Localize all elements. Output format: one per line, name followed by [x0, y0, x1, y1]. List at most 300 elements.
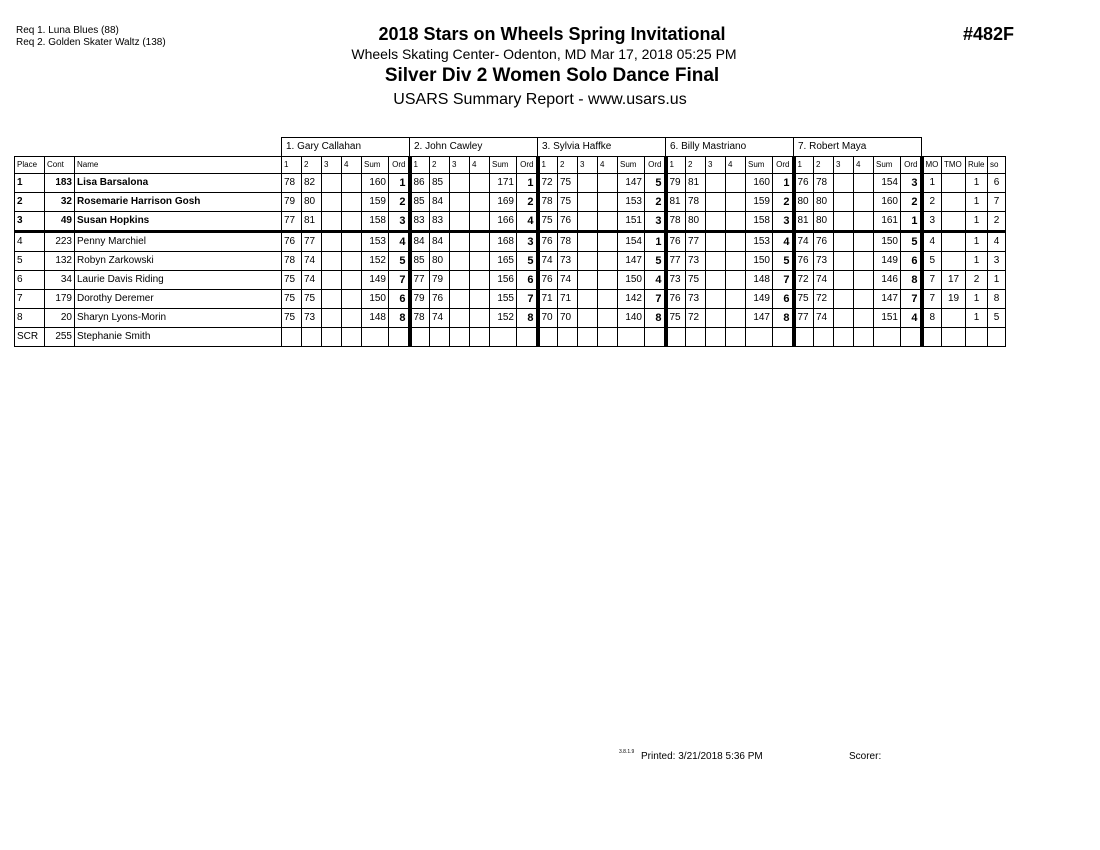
tmo-cell — [942, 231, 966, 251]
score-3-cell — [578, 211, 598, 231]
printed-timestamp: Printed: 3/21/2018 5:36 PM — [641, 751, 763, 762]
score-2-cell: 73 — [686, 289, 706, 308]
judge-1-col-2: 2 — [302, 156, 322, 173]
score-4-cell — [470, 251, 490, 270]
score-3-cell — [578, 270, 598, 289]
score-4-cell — [854, 308, 874, 327]
score-4-cell — [854, 327, 874, 346]
score-1-cell — [666, 327, 686, 346]
sum-cell: 149 — [746, 289, 773, 308]
score-3-cell — [450, 192, 470, 211]
sum-cell: 155 — [490, 289, 517, 308]
score-2-cell: 78 — [686, 192, 706, 211]
score-3-cell — [322, 289, 342, 308]
score-3-cell — [322, 327, 342, 346]
score-3-cell — [450, 231, 470, 251]
sum-cell — [746, 327, 773, 346]
score-1-cell: 77 — [410, 270, 430, 289]
score-1-cell: 79 — [282, 192, 302, 211]
mo-cell: 7 — [922, 289, 942, 308]
rule-cell: 1 — [966, 308, 988, 327]
sum-cell: 153 — [746, 231, 773, 251]
name-cell: Stephanie Smith — [75, 327, 282, 346]
table-row — [15, 308, 1006, 327]
scorer-label: Scorer: — [849, 751, 882, 762]
judge-1-col-sum: Sum — [362, 156, 389, 173]
ord-cell: 5 — [389, 251, 410, 270]
score-3-cell — [578, 231, 598, 251]
judge-name-1: 1. Gary Callahan — [282, 138, 410, 157]
score-3-cell — [322, 308, 342, 327]
ord-cell: 3 — [645, 211, 666, 231]
score-4-cell — [854, 270, 874, 289]
score-1-cell: 86 — [410, 173, 430, 192]
sum-cell: 153 — [618, 192, 645, 211]
score-3-cell — [322, 192, 342, 211]
cont-cell: 255 — [45, 327, 75, 346]
score-2-cell: 73 — [558, 251, 578, 270]
score-1-cell: 76 — [666, 231, 686, 251]
score-4-cell — [470, 289, 490, 308]
score-4-cell — [342, 270, 362, 289]
score-1-cell: 75 — [282, 308, 302, 327]
score-2-cell: 77 — [302, 231, 322, 251]
mo-cell: 2 — [922, 192, 942, 211]
sum-cell: 171 — [490, 173, 517, 192]
so-cell: 3 — [988, 251, 1006, 270]
table-row — [15, 192, 1006, 211]
score-2-cell: 71 — [558, 289, 578, 308]
score-2-cell: 74 — [814, 308, 834, 327]
score-2-cell: 82 — [302, 173, 322, 192]
judge-3-col-ord: Ord — [645, 156, 666, 173]
judge-5-col-1: 1 — [794, 156, 814, 173]
score-2-cell: 80 — [686, 211, 706, 231]
ord-cell: 1 — [773, 173, 794, 192]
score-1-cell: 77 — [666, 251, 686, 270]
sum-cell: 149 — [874, 251, 901, 270]
score-2-cell: 72 — [686, 308, 706, 327]
sum-cell: 153 — [362, 231, 389, 251]
score-4-cell — [726, 327, 746, 346]
score-1-cell: 76 — [538, 231, 558, 251]
score-1-cell: 77 — [794, 308, 814, 327]
mo-cell: 7 — [922, 270, 942, 289]
score-2-cell: 77 — [686, 231, 706, 251]
sum-cell: 159 — [746, 192, 773, 211]
ord-cell: 8 — [773, 308, 794, 327]
score-2-cell: 74 — [814, 270, 834, 289]
score-1-cell: 84 — [410, 231, 430, 251]
score-3-cell — [834, 289, 854, 308]
score-2-cell: 79 — [430, 270, 450, 289]
ord-cell: 6 — [773, 289, 794, 308]
judge-1-col-ord: Ord — [389, 156, 410, 173]
score-1-cell: 75 — [538, 211, 558, 231]
so-cell: 4 — [988, 231, 1006, 251]
score-4-cell — [342, 289, 362, 308]
ord-cell: 8 — [901, 270, 922, 289]
score-2-cell: 76 — [814, 231, 834, 251]
sum-cell: 166 — [490, 211, 517, 231]
score-2-cell: 70 — [558, 308, 578, 327]
sum-cell: 150 — [618, 270, 645, 289]
so-cell: 8 — [988, 289, 1006, 308]
cont-cell: 49 — [45, 211, 75, 231]
score-4-cell — [726, 231, 746, 251]
cont-cell: 223 — [45, 231, 75, 251]
sum-cell: 154 — [874, 173, 901, 192]
score-3-cell — [578, 327, 598, 346]
judge-4-col-2: 2 — [686, 156, 706, 173]
score-3-cell — [322, 173, 342, 192]
score-1-cell: 83 — [410, 211, 430, 231]
ord-cell: 6 — [517, 270, 538, 289]
judge-3-col-3: 3 — [578, 156, 598, 173]
judge-4-col-3: 3 — [706, 156, 726, 173]
judge-name-2: 2. John Cawley — [410, 138, 538, 157]
sum-cell: 148 — [746, 270, 773, 289]
ord-cell: 3 — [773, 211, 794, 231]
place-cell: 7 — [15, 289, 45, 308]
so-cell: 2 — [988, 211, 1006, 231]
score-3-cell — [322, 270, 342, 289]
score-2-cell: 83 — [430, 211, 450, 231]
score-3-cell — [706, 211, 726, 231]
ord-cell: 7 — [645, 289, 666, 308]
score-1-cell: 70 — [538, 308, 558, 327]
sum-cell: 147 — [874, 289, 901, 308]
tmo-cell — [942, 173, 966, 192]
score-1-cell: 81 — [666, 192, 686, 211]
mo-cell: 5 — [922, 251, 942, 270]
score-3-cell — [578, 173, 598, 192]
sum-cell: 158 — [746, 211, 773, 231]
score-3-cell — [578, 289, 598, 308]
ord-cell: 5 — [901, 231, 922, 251]
score-1-cell: 76 — [666, 289, 686, 308]
score-1-cell: 78 — [538, 192, 558, 211]
score-1-cell: 75 — [794, 289, 814, 308]
ord-cell: 4 — [645, 270, 666, 289]
score-4-cell — [470, 270, 490, 289]
sum-cell — [490, 327, 517, 346]
ord-cell: 2 — [389, 192, 410, 211]
ord-cell: 7 — [517, 289, 538, 308]
judge-name-4: 6. Billy Mastriano — [666, 138, 794, 157]
ord-cell — [389, 327, 410, 346]
score-1-cell: 76 — [538, 270, 558, 289]
sum-cell: 152 — [490, 308, 517, 327]
judge-4-col-sum: Sum — [746, 156, 773, 173]
place-cell: SCR — [15, 327, 45, 346]
event-title: Silver Div 2 Women Solo Dance Final — [384, 65, 720, 86]
so-cell: 1 — [988, 270, 1006, 289]
sum-cell: 152 — [362, 251, 389, 270]
sum-cell — [362, 327, 389, 346]
ord-cell: 1 — [901, 211, 922, 231]
score-4-cell — [342, 173, 362, 192]
score-3-cell — [450, 211, 470, 231]
sum-cell: 161 — [874, 211, 901, 231]
rule-cell — [966, 327, 988, 346]
score-2-cell: 81 — [686, 173, 706, 192]
ord-cell — [901, 327, 922, 346]
report-title: USARS Summary Report - www.usars.us — [393, 91, 687, 108]
cont-cell: 34 — [45, 270, 75, 289]
ord-cell: 4 — [389, 231, 410, 251]
score-4-cell — [598, 211, 618, 231]
sum-cell: 154 — [618, 231, 645, 251]
rule-cell: 1 — [966, 173, 988, 192]
ord-cell: 4 — [901, 308, 922, 327]
table-row — [15, 231, 1006, 251]
score-4-cell — [726, 308, 746, 327]
judge-5-col-ord: Ord — [901, 156, 922, 173]
place-cell: 6 — [15, 270, 45, 289]
score-2-cell: 74 — [302, 270, 322, 289]
ord-cell: 3 — [901, 173, 922, 192]
judge-5-col-3: 3 — [834, 156, 854, 173]
score-3-cell — [834, 327, 854, 346]
ord-cell: 1 — [517, 173, 538, 192]
col-cont: Cont — [45, 156, 75, 173]
sum-cell: 150 — [874, 231, 901, 251]
judge-name-3: 3. Sylvia Haffke — [538, 138, 666, 157]
col-place: Place — [15, 156, 45, 173]
sum-cell: 151 — [874, 308, 901, 327]
mo-cell — [922, 327, 942, 346]
requirement-1: Req 1. Luna Blues (88) — [16, 25, 119, 36]
place-cell: 8 — [15, 308, 45, 327]
table-row — [15, 327, 1006, 346]
sum-cell: 160 — [874, 192, 901, 211]
score-3-cell — [834, 231, 854, 251]
event-code: #482F — [963, 24, 1015, 44]
mo-cell: 8 — [922, 308, 942, 327]
ord-cell — [773, 327, 794, 346]
mo-cell: 1 — [922, 173, 942, 192]
table-row — [15, 251, 1006, 270]
score-4-cell — [342, 251, 362, 270]
place-cell: 5 — [15, 251, 45, 270]
score-1-cell: 77 — [282, 211, 302, 231]
score-3-cell — [578, 251, 598, 270]
ord-cell: 5 — [645, 251, 666, 270]
rule-cell: 1 — [966, 211, 988, 231]
score-3-cell — [450, 308, 470, 327]
score-2-cell — [686, 327, 706, 346]
ord-cell: 6 — [389, 289, 410, 308]
cont-cell: 32 — [45, 192, 75, 211]
judge-3-col-4: 4 — [598, 156, 618, 173]
score-4-cell — [854, 289, 874, 308]
sum-cell: 140 — [618, 308, 645, 327]
score-3-cell — [834, 270, 854, 289]
score-1-cell: 76 — [794, 173, 814, 192]
venue-date: Wheels Skating Center- Odenton, MD Mar 17, 2018 05:25 PM — [351, 46, 737, 62]
sum-cell: 156 — [490, 270, 517, 289]
rule-cell: 1 — [966, 231, 988, 251]
score-3-cell — [706, 289, 726, 308]
ord-cell: 5 — [517, 251, 538, 270]
score-3-cell — [706, 270, 726, 289]
score-4-cell — [342, 211, 362, 231]
score-2-cell: 78 — [814, 173, 834, 192]
sum-cell: 169 — [490, 192, 517, 211]
score-3-cell — [450, 289, 470, 308]
score-1-cell: 85 — [410, 192, 430, 211]
judge-2-col-sum: Sum — [490, 156, 517, 173]
score-1-cell: 78 — [666, 211, 686, 231]
score-4-cell — [598, 327, 618, 346]
tmo-cell: 19 — [942, 289, 966, 308]
table-row — [15, 211, 1006, 231]
score-3-cell — [834, 211, 854, 231]
score-3-cell — [450, 251, 470, 270]
rule-cell: 2 — [966, 270, 988, 289]
score-4-cell — [854, 192, 874, 211]
sum-cell: 168 — [490, 231, 517, 251]
ord-cell: 3 — [517, 231, 538, 251]
score-1-cell: 78 — [282, 173, 302, 192]
sum-cell: 150 — [746, 251, 773, 270]
score-4-cell — [598, 192, 618, 211]
score-1-cell: 75 — [282, 289, 302, 308]
score-4-cell — [854, 231, 874, 251]
score-4-cell — [854, 251, 874, 270]
score-1-cell: 78 — [282, 251, 302, 270]
score-2-cell: 81 — [302, 211, 322, 231]
cont-cell: 183 — [45, 173, 75, 192]
score-1-cell: 74 — [794, 231, 814, 251]
score-2-cell: 75 — [558, 192, 578, 211]
score-4-cell — [726, 251, 746, 270]
col-tmo: TMO — [942, 156, 966, 173]
score-4-cell — [854, 173, 874, 192]
col-mo: MO — [922, 156, 942, 173]
sum-cell: 149 — [362, 270, 389, 289]
score-4-cell — [470, 327, 490, 346]
name-cell: Dorothy Deremer — [75, 289, 282, 308]
score-3-cell — [834, 173, 854, 192]
score-4-cell — [470, 211, 490, 231]
score-1-cell: 76 — [794, 251, 814, 270]
judge-2-col-4: 4 — [470, 156, 490, 173]
sum-cell: 146 — [874, 270, 901, 289]
tmo-cell — [942, 327, 966, 346]
sum-cell — [618, 327, 645, 346]
sum-cell: 160 — [362, 173, 389, 192]
score-4-cell — [470, 192, 490, 211]
score-4-cell — [598, 251, 618, 270]
score-3-cell — [706, 231, 726, 251]
score-1-cell: 71 — [538, 289, 558, 308]
table-row — [15, 173, 1006, 192]
score-3-cell — [706, 173, 726, 192]
score-2-cell: 75 — [558, 173, 578, 192]
score-1-cell — [538, 327, 558, 346]
so-cell: 7 — [988, 192, 1006, 211]
table-row — [15, 270, 1006, 289]
score-2-cell: 85 — [430, 173, 450, 192]
name-cell: Susan Hopkins — [75, 211, 282, 231]
score-2-cell — [558, 327, 578, 346]
score-2-cell: 74 — [302, 251, 322, 270]
score-3-cell — [706, 308, 726, 327]
judge-5-col-2: 2 — [814, 156, 834, 173]
score-2-cell: 84 — [430, 231, 450, 251]
judge-3-col-sum: Sum — [618, 156, 645, 173]
score-3-cell — [834, 251, 854, 270]
score-4-cell — [342, 308, 362, 327]
ord-cell: 4 — [517, 211, 538, 231]
score-2-cell — [430, 327, 450, 346]
score-4-cell — [726, 270, 746, 289]
score-3-cell — [322, 231, 342, 251]
name-cell: Robyn Zarkowski — [75, 251, 282, 270]
score-2-cell: 76 — [430, 289, 450, 308]
sum-cell: 147 — [618, 173, 645, 192]
score-4-cell — [726, 173, 746, 192]
score-2-cell: 78 — [558, 231, 578, 251]
cont-cell: 20 — [45, 308, 75, 327]
score-1-cell — [794, 327, 814, 346]
ord-cell: 8 — [645, 308, 666, 327]
software-version: 3.8.1.9 — [619, 749, 635, 755]
judge-1-col-4: 4 — [342, 156, 362, 173]
cont-cell: 179 — [45, 289, 75, 308]
ord-cell: 3 — [389, 211, 410, 231]
score-3-cell — [834, 308, 854, 327]
judge-2-col-1: 1 — [410, 156, 430, 173]
judge-4-col-1: 1 — [666, 156, 686, 173]
score-1-cell — [410, 327, 430, 346]
score-4-cell — [598, 308, 618, 327]
score-1-cell: 75 — [666, 308, 686, 327]
tmo-cell — [942, 308, 966, 327]
tmo-cell — [942, 251, 966, 270]
score-4-cell — [726, 211, 746, 231]
score-2-cell: 75 — [686, 270, 706, 289]
tmo-cell — [942, 192, 966, 211]
so-cell: 5 — [988, 308, 1006, 327]
judge-1-col-3: 3 — [322, 156, 342, 173]
judge-2-col-2: 2 — [430, 156, 450, 173]
name-cell: Sharyn Lyons-Morin — [75, 308, 282, 327]
column-header-row — [15, 156, 1006, 173]
sum-cell: 165 — [490, 251, 517, 270]
col-rule: Rule — [966, 156, 988, 173]
ord-cell: 6 — [901, 251, 922, 270]
name-cell: Laurie Davis Riding — [75, 270, 282, 289]
score-3-cell — [834, 192, 854, 211]
ord-cell: 5 — [773, 251, 794, 270]
score-4-cell — [470, 231, 490, 251]
score-4-cell — [470, 173, 490, 192]
score-3-cell — [450, 173, 470, 192]
ord-cell: 2 — [773, 192, 794, 211]
rule-cell: 1 — [966, 289, 988, 308]
ord-cell: 2 — [517, 192, 538, 211]
score-3-cell — [322, 251, 342, 270]
score-2-cell: 75 — [302, 289, 322, 308]
score-3-cell — [706, 192, 726, 211]
judge-3-col-2: 2 — [558, 156, 578, 173]
judge-4-col-4: 4 — [726, 156, 746, 173]
score-4-cell — [598, 270, 618, 289]
judge-4-col-ord: Ord — [773, 156, 794, 173]
